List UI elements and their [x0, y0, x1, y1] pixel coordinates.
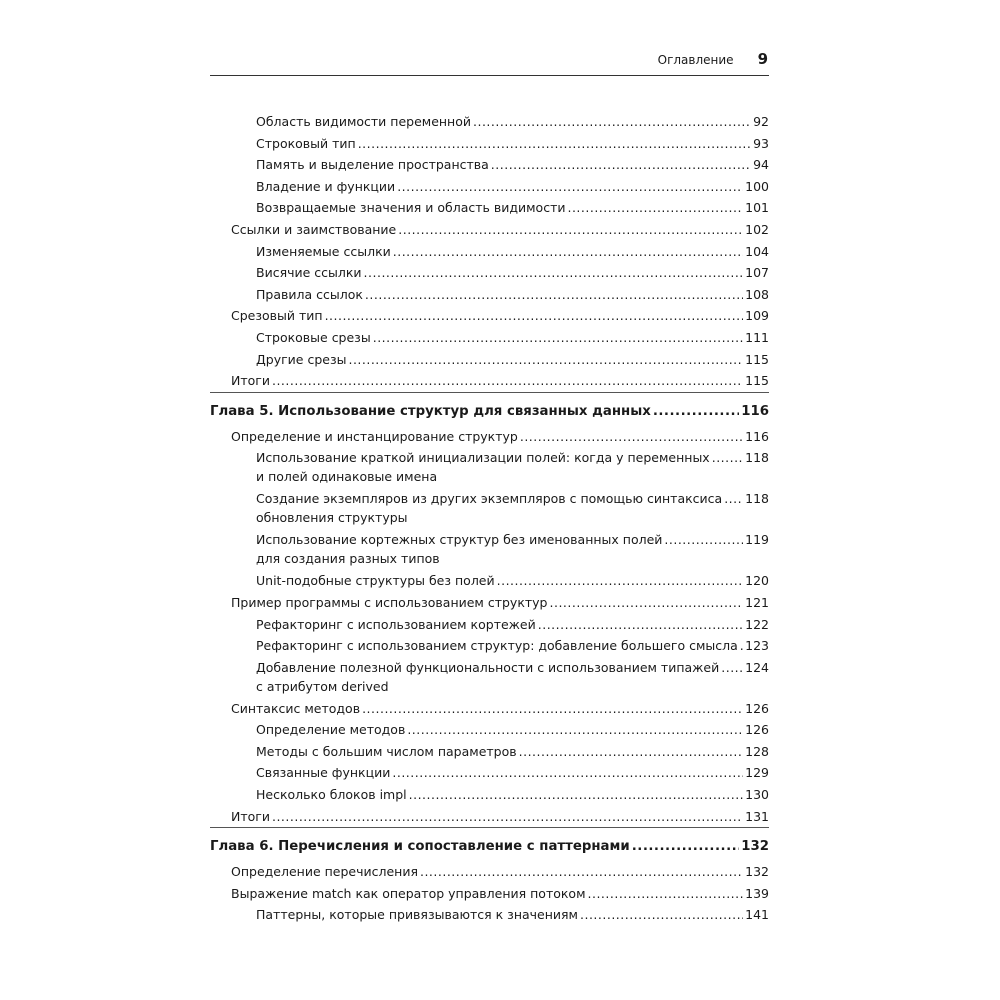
page-number: 9	[757, 50, 768, 68]
dot-leader	[632, 834, 740, 860]
toc-entry[interactable]	[210, 529, 769, 570]
toc-entry[interactable]	[210, 657, 769, 698]
header-title: Оглавление	[657, 53, 734, 67]
toc-entry-page: 129	[745, 765, 769, 781]
toc-entry[interactable]	[210, 447, 769, 488]
toc-entry-page: 116	[741, 403, 769, 419]
dot-leader	[373, 327, 743, 349]
toc-entry[interactable]	[210, 154, 769, 176]
toc-entry-page: 121	[745, 594, 769, 610]
dot-leader	[664, 530, 743, 549]
toc-entry-title: Несколько блоков impl	[256, 787, 407, 803]
toc-entry-title: Память и выделение пространства	[256, 157, 489, 173]
toc-entry-page: 124	[745, 659, 769, 675]
toc-entry-page: 141	[745, 907, 769, 923]
toc-entry-title: Владение и функции	[256, 178, 396, 194]
dot-leader	[473, 111, 751, 133]
dot-leader	[538, 614, 743, 636]
toc-entry-page: 118	[745, 450, 769, 466]
dot-leader	[362, 698, 743, 720]
toc-entry-page: 132	[745, 864, 769, 880]
toc-entry[interactable]	[210, 883, 769, 905]
dot-leader	[348, 349, 743, 371]
toc-entry[interactable]	[210, 614, 769, 636]
toc-entry-page: 115	[745, 351, 769, 367]
toc-chapter-entry[interactable]	[210, 834, 769, 860]
toc-entry-title: Срезовый тип	[231, 308, 323, 324]
toc-entry-title: Определение и инстанцирование структур	[231, 428, 518, 444]
toc-entry-page: 126	[745, 700, 769, 716]
dot-leader	[393, 241, 743, 263]
toc-entry[interactable]	[210, 305, 769, 327]
toc-entry[interactable]	[210, 806, 769, 828]
toc-entry[interactable]	[210, 284, 769, 306]
dot-leader	[397, 176, 743, 198]
dot-leader	[407, 719, 743, 741]
dot-leader	[653, 399, 739, 425]
toc-entry-title: Методы с большим числом параметров	[256, 743, 517, 759]
toc-entry[interactable]	[210, 488, 769, 529]
toc-entry-page: 101	[745, 200, 769, 216]
toc-entry-page: 130	[745, 787, 769, 803]
toc-entry[interactable]	[210, 426, 769, 448]
toc-entry-title: Итоги	[231, 373, 270, 389]
toc-entry-title: Итоги	[231, 808, 270, 824]
toc-entry-page: 126	[745, 722, 769, 738]
toc-entry[interactable]	[210, 327, 769, 349]
toc-entry-page: 107	[745, 265, 769, 281]
chapter-divider	[210, 392, 769, 393]
toc-entry-title: Синтаксис методов	[231, 700, 361, 716]
toc-entry-title: Возвращаемые значения и область видимости	[256, 200, 566, 216]
dot-leader	[398, 219, 743, 241]
toc-entry-page: 128	[745, 743, 769, 759]
toc-entry[interactable]	[210, 698, 769, 720]
toc-entry-page: 122	[745, 616, 769, 632]
toc-entry-page: 115	[745, 373, 769, 389]
dot-leader	[520, 426, 743, 448]
toc-entry-title: Определение перечисления	[231, 864, 418, 880]
dot-leader	[712, 448, 743, 467]
dot-leader	[497, 570, 744, 592]
dot-leader	[580, 904, 743, 926]
dot-leader	[364, 262, 744, 284]
toc-entry[interactable]	[210, 570, 769, 592]
dot-leader	[272, 806, 743, 828]
toc-entry[interactable]	[210, 904, 769, 926]
toc-entry-title: Висячие ссылки	[256, 265, 362, 281]
dot-leader	[325, 305, 744, 327]
dot-leader	[272, 370, 743, 392]
toc-entry-page: 109	[745, 308, 769, 324]
toc-entry-title: Пример программы с использованием структур	[231, 594, 548, 610]
toc-entry[interactable]	[210, 262, 769, 284]
dot-leader	[724, 489, 743, 508]
toc-entry-page: 116	[745, 428, 769, 444]
toc-entry-page: 120	[745, 573, 769, 589]
toc-entry-title: Определение методов	[256, 722, 406, 738]
toc-entry-page: 111	[745, 329, 769, 345]
toc-entry-title: Использование краткой инициализации полей: когда у переменных и полей одинаковые имена	[256, 450, 710, 485]
toc-entry[interactable]	[210, 784, 769, 806]
toc-entry-title: Ссылки и заимствование	[231, 221, 397, 237]
toc-entry-page: 94	[753, 157, 769, 173]
toc-entry-title: Строковый тип	[256, 135, 356, 151]
dot-leader	[365, 284, 743, 306]
dot-leader	[420, 861, 743, 883]
toc-entry-page: 119	[745, 532, 769, 548]
toc-entry[interactable]	[210, 219, 769, 241]
toc-entry-title: Рефакторинг с использованием структур: добавление большего смысла	[256, 638, 738, 654]
table-of-contents	[210, 111, 769, 926]
toc-entry-title: Связанные функции	[256, 765, 391, 781]
toc-entry-title: Другие срезы	[256, 351, 347, 367]
toc-entry-page: 131	[745, 808, 769, 824]
toc-entry-title: Создание экземпляров из других экземпляров с помощью синтаксиса обновления структуры	[256, 491, 723, 526]
toc-entry-title: Использование кортежных структур без именованных полей для создания разных типов	[256, 532, 663, 567]
toc-entry[interactable]	[210, 719, 769, 741]
toc-entry-page: 92	[753, 114, 769, 129]
toc-entry[interactable]	[210, 241, 769, 263]
toc-entry-page: 104	[745, 243, 769, 259]
toc-entry-title: Глава 6. Перечисления и сопоставление с паттернами	[210, 839, 630, 855]
toc-entry[interactable]	[210, 592, 769, 614]
toc-entry-title: Область видимости переменной	[256, 114, 472, 129]
toc-entry-page: 100	[745, 178, 769, 194]
toc-entry-page: 139	[745, 885, 769, 901]
dot-leader	[550, 592, 744, 614]
toc-entry-page: 102	[745, 221, 769, 237]
dot-leader	[740, 635, 743, 657]
toc-entry-page: 118	[745, 491, 769, 507]
toc-entry-title: Добавление полезной функциональности с использованием типажей с атрибутом derived	[256, 659, 720, 694]
header-rule	[210, 75, 769, 76]
toc-entry-title: Unit-подобные структуры без полей	[256, 573, 495, 589]
toc-entry-title: Рефакторинг с использованием кортежей	[256, 616, 536, 632]
toc-entry-page: 132	[741, 839, 769, 855]
toc-entry[interactable]	[210, 133, 769, 155]
toc-entry[interactable]	[210, 176, 769, 198]
toc-entry[interactable]	[210, 741, 769, 763]
toc-entry[interactable]	[210, 762, 769, 784]
toc-entry[interactable]	[210, 111, 769, 133]
toc-entry-title: Строковые срезы	[256, 329, 371, 345]
running-header	[210, 50, 769, 72]
chapter-divider	[210, 827, 769, 828]
toc-entry-title: Правила ссылок	[256, 286, 363, 302]
toc-entry-page: 93	[753, 135, 769, 151]
toc-entry[interactable]	[210, 861, 769, 883]
dot-leader	[588, 883, 744, 905]
toc-entry[interactable]	[210, 635, 769, 657]
dot-leader	[409, 784, 744, 806]
toc-entry-page: 123	[745, 638, 769, 654]
toc-entry[interactable]	[210, 370, 769, 392]
toc-entry-title: Паттерны, которые привязываются к значениям	[256, 907, 578, 923]
toc-entry[interactable]	[210, 197, 769, 219]
dot-leader	[392, 762, 743, 784]
toc-entry-title: Глава 5. Использование структур для связанных данных	[210, 403, 651, 419]
dot-leader	[567, 197, 743, 219]
toc-entry-title: Изменяемые ссылки	[256, 243, 391, 259]
dot-leader	[519, 741, 744, 763]
dot-leader	[358, 133, 751, 155]
toc-chapter-entry[interactable]	[210, 399, 769, 425]
toc-entry[interactable]	[210, 349, 769, 371]
toc-entry-title: Выражение match как оператор управления потоком	[231, 885, 586, 901]
toc-entry-page: 108	[745, 286, 769, 302]
dot-leader	[491, 154, 751, 176]
dot-leader	[721, 658, 743, 677]
